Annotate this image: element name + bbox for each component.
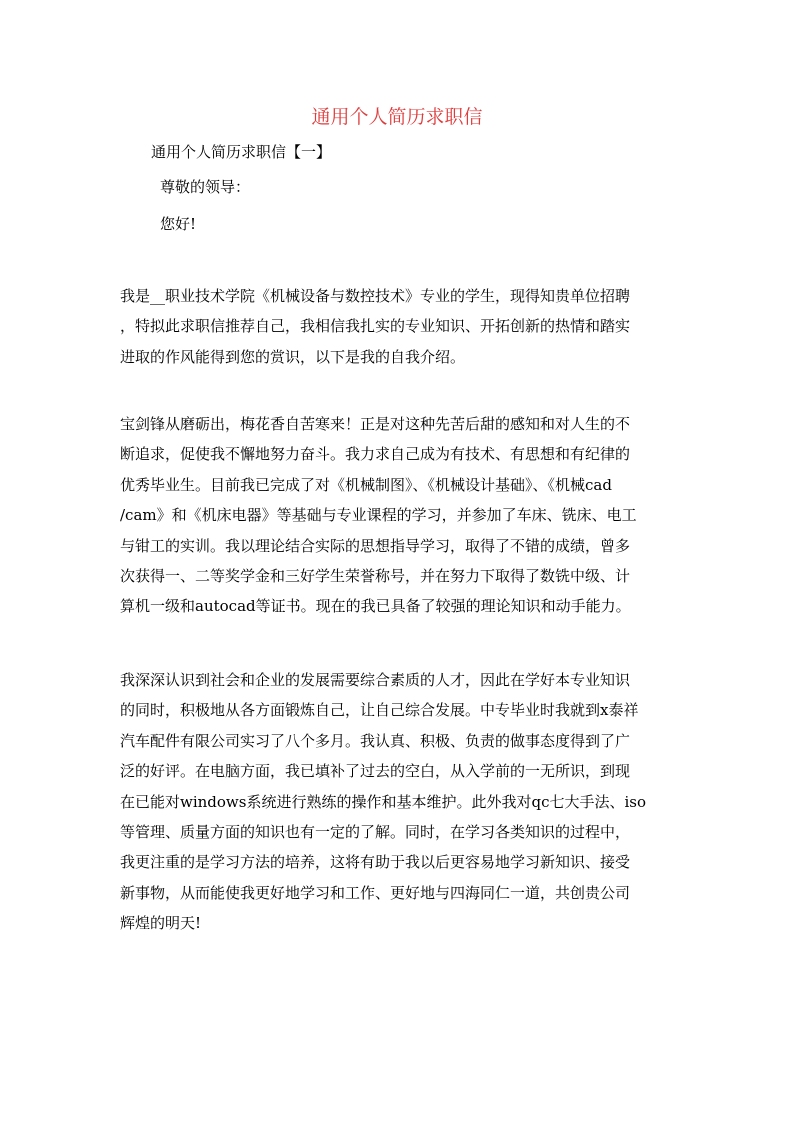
paragraph-line: 辉煌的明天! <box>120 914 202 933</box>
paragraph-introduction <box>120 281 680 372</box>
paragraph-education <box>120 409 680 622</box>
document-title: 通用个人简历求职信 <box>311 106 483 128</box>
paragraph-line: /cam》和《机床电器》等基础与专业课程的学习，并参加了车床、铣床、电工 <box>120 506 637 525</box>
paragraph-line: 优秀毕业生。目前我已完成了对《机械制图》、《机械设计基础》、《机械cad <box>120 475 612 494</box>
paragraph-line: 我更注重的是学习方法的培养，这将有助于我以后更容易地学习新知识、接受 <box>120 853 631 872</box>
paragraph-line: 的同时，积极地从各方面锻炼自己，让自己综合发展。中专毕业时我就到x泰祥 <box>120 701 639 720</box>
paragraph-line: 宝剑锋从磨砺出，梅花香自苦寒来！正是对这种先苦后甜的感知和对人生的不 <box>120 415 631 433</box>
paragraph-line: 新事物，从而能使我更好地学习和工作、更好地与四海同仁一道，共创贵公司 <box>120 883 631 902</box>
paragraph-line: ，特拟此求职信推荐自己，我相信我扎实的专业知识、开拓创新的热情和踏实 <box>120 317 631 336</box>
paragraph-line: 次获得一、二等奖学金和三好学生荣誉称号，并在努力下取得了数铣中级、计 <box>120 567 631 586</box>
paragraph-line: 进取的作风能得到您的赏识，以下是我的自我介绍。 <box>120 347 466 366</box>
paragraph-line: 与钳工的实训。我以理论结合实际的思想指导学习，取得了不错的成绩，曾多 <box>120 536 631 555</box>
paragraph-line: 在已能对windows系统进行熟练的操作和基本维护。此外我对qc七大手法、iso <box>120 792 646 811</box>
paragraph-line: 我是__职业技术学院《机械设备与数控技术》专业的学生，现得知贵单位招聘 <box>120 287 631 305</box>
greeting: 您好! <box>160 215 197 233</box>
paragraph-line: 等管理、质量方面的知识也有一定的了解。同时，在学习各类知识的过程中， <box>120 823 631 842</box>
paragraph-line: 断追求，促使我不懈地努力奋斗。我力求自己成为有技术、有思想和有纪律的 <box>120 445 631 464</box>
document-subtitle: 通用个人简历求职信【一】 <box>151 143 332 161</box>
paragraph-line: 汽车配件有限公司实习了八个多月。我认真、积极、负责的做事态度得到了广 <box>120 731 631 750</box>
salutation: 尊敬的领导： <box>160 178 251 196</box>
paragraph-line: 我深深认识到社会和企业的发展需要综合素质的人才，因此在学好本专业知识 <box>120 671 631 689</box>
paragraph-line: 算机一级和autocad等证书。现在的我已具备了较强的理论知识和动手能力。 <box>120 597 631 616</box>
paragraph-experience <box>120 665 680 939</box>
paragraph-line: 泛的好评。在电脑方面，我已填补了过去的空白，从入学前的一无所识，到现 <box>120 762 631 781</box>
